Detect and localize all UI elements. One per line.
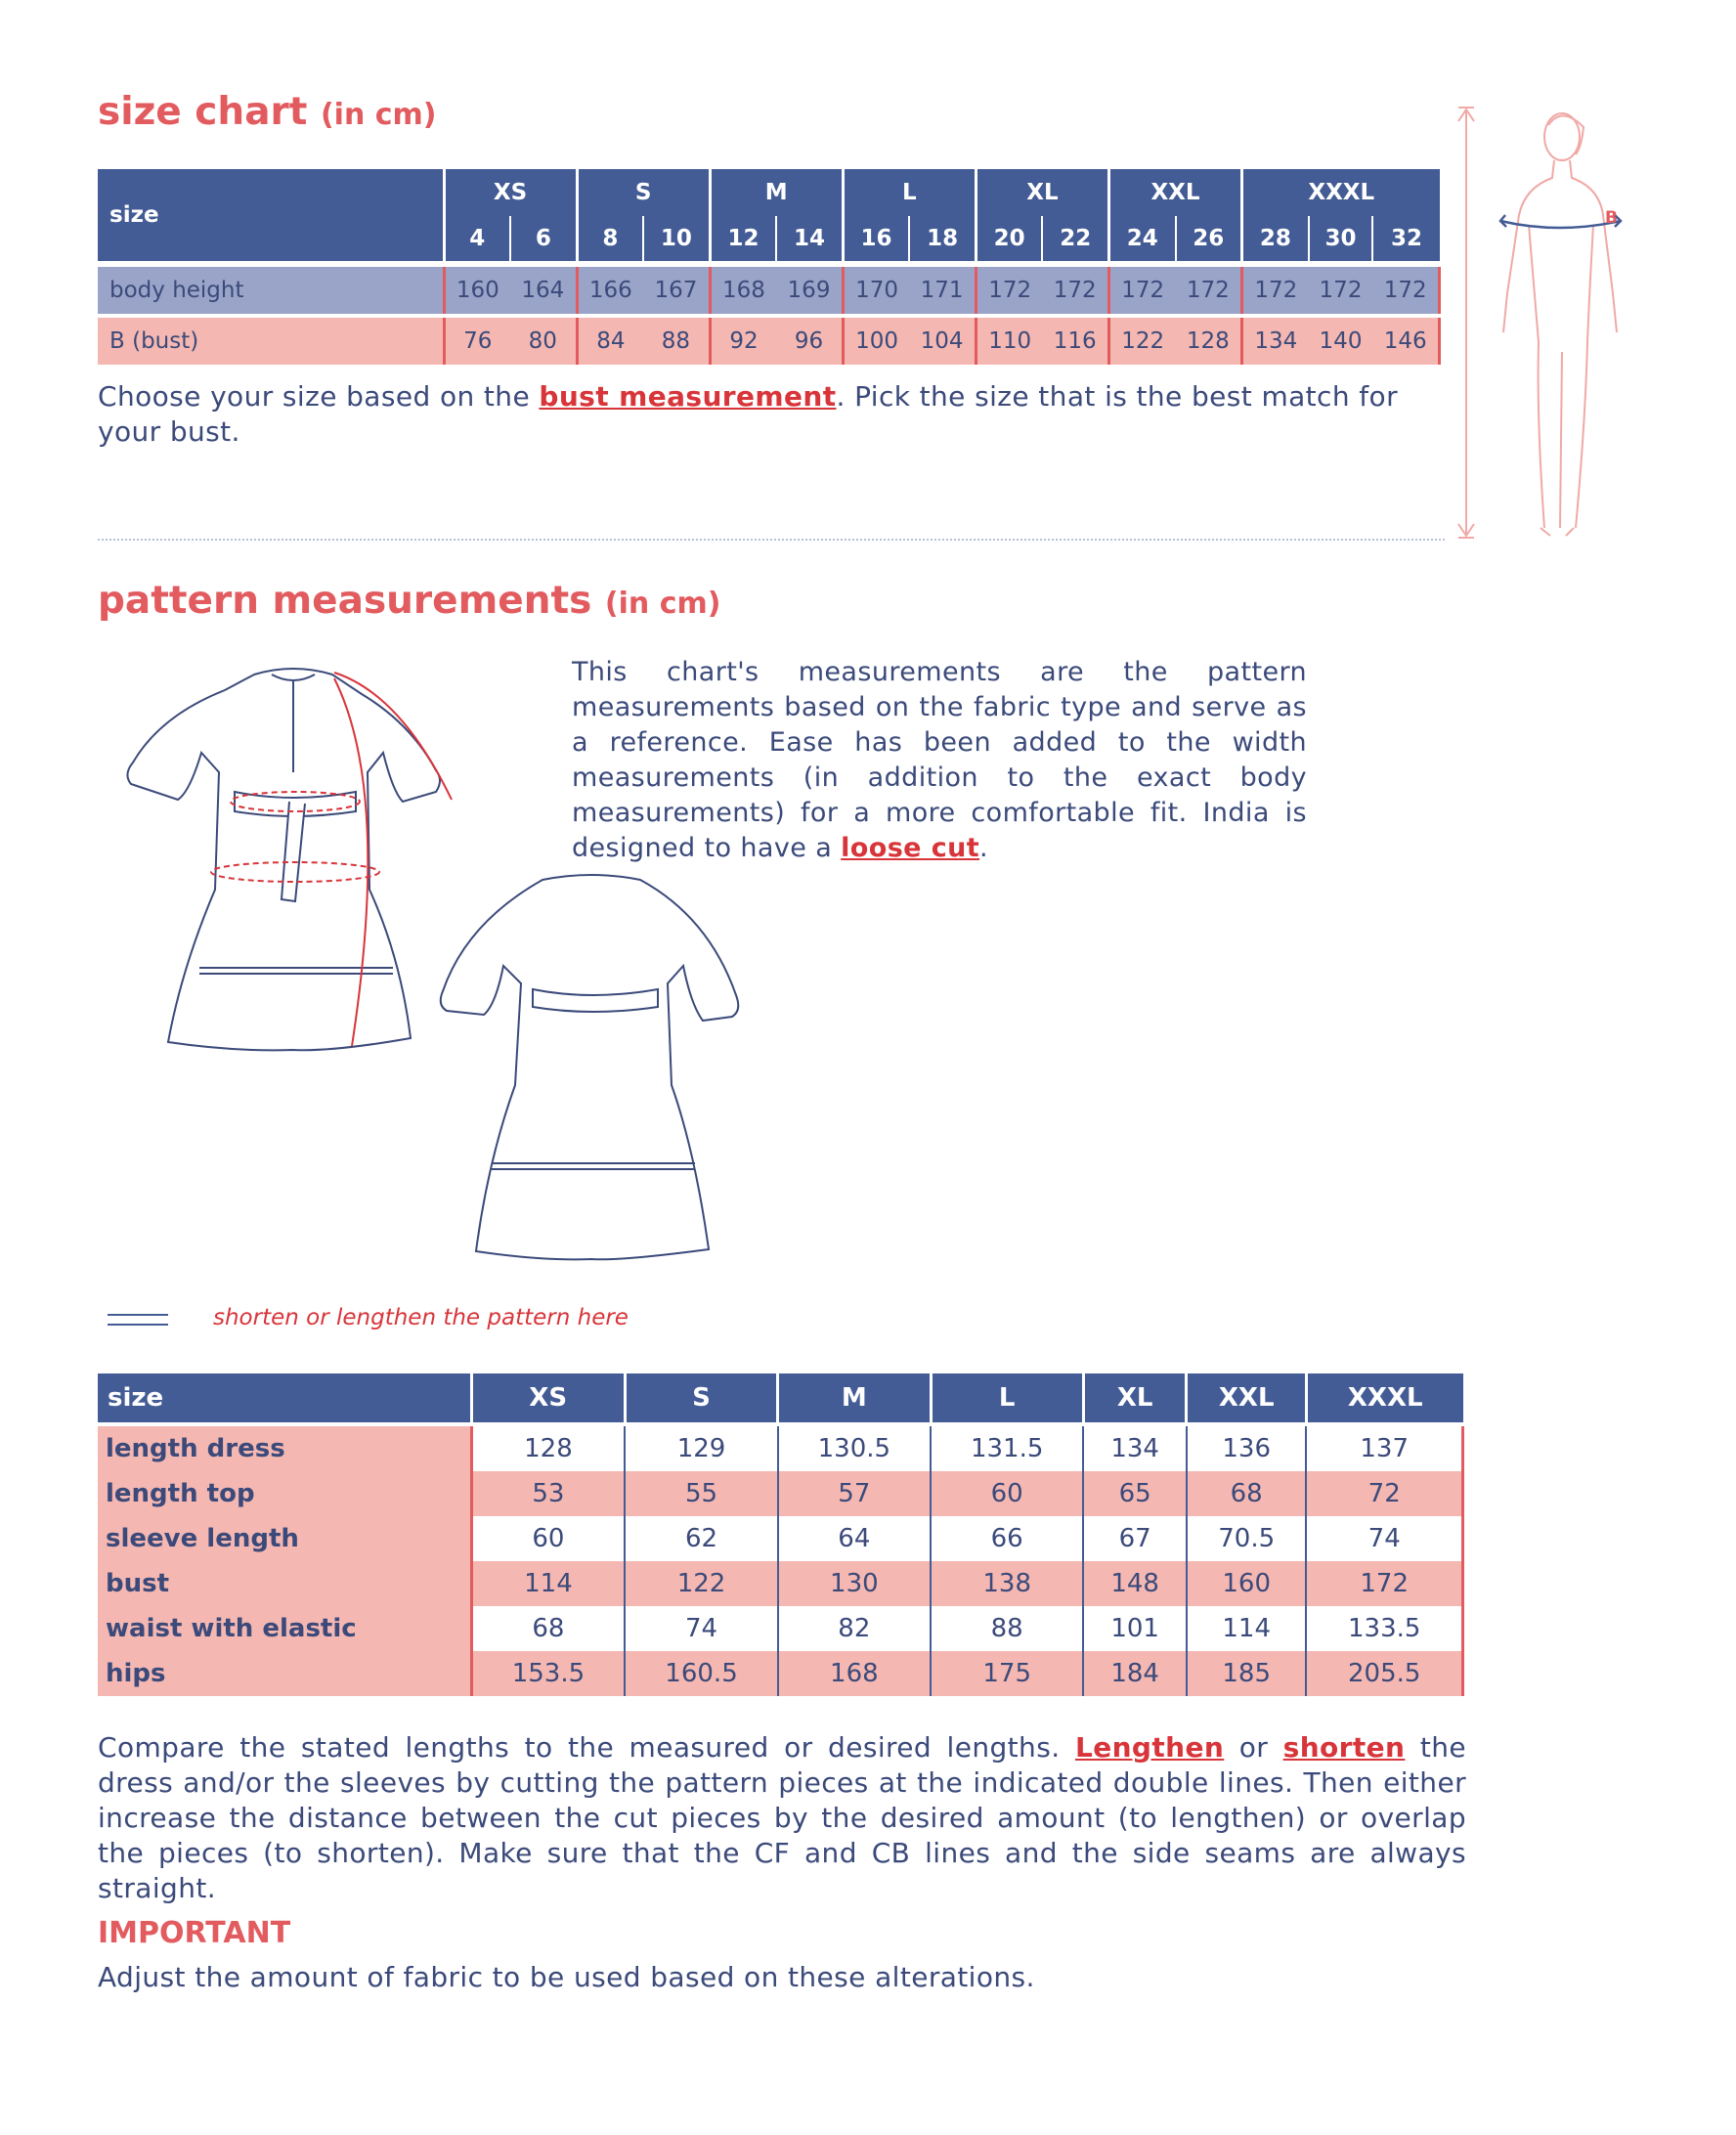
row-label: waist with elastic (98, 1606, 471, 1651)
table-cell: 122 (625, 1561, 777, 1606)
table-cell: 148 (1083, 1561, 1187, 1606)
bust-value: 134 (1242, 318, 1309, 365)
size-column-header: XXXL (1306, 1373, 1462, 1422)
bust-value: 146 (1372, 318, 1439, 365)
bust-value: 96 (776, 318, 843, 365)
double-line-legend-icon (108, 1314, 168, 1326)
table-row (98, 1561, 1463, 1606)
body-height-value: 170 (843, 267, 909, 314)
table-cell: 133.5 (1306, 1606, 1462, 1651)
size-chart-table (98, 169, 1441, 365)
pattern-title: pattern measurements (in cm) (98, 579, 721, 623)
table-cell: 68 (471, 1606, 625, 1651)
body-height-value: 172 (1176, 267, 1242, 314)
bust-value: 100 (843, 318, 909, 365)
table-cell: 67 (1083, 1516, 1187, 1561)
body-height-value: 172 (1372, 267, 1439, 314)
table-cell: 136 (1187, 1426, 1306, 1471)
bust-value: 80 (510, 318, 577, 365)
body-height-value: 166 (577, 267, 643, 314)
table-cell: 205.5 (1306, 1651, 1462, 1696)
bust-value: 84 (577, 318, 643, 365)
size-number: 6 (510, 216, 577, 261)
size-group: XXL (1108, 169, 1241, 216)
bust-value: 104 (909, 318, 976, 365)
size-group: XL (976, 169, 1108, 216)
size-number: 8 (577, 216, 643, 261)
table-cell: 72 (1306, 1471, 1462, 1516)
table-cell: 53 (471, 1471, 625, 1516)
table-cell: 82 (778, 1606, 931, 1651)
figure-b-label: B (1605, 208, 1618, 228)
body-height-value: 160 (444, 267, 510, 314)
table-cell: 88 (931, 1606, 1083, 1651)
size-note: Choose your size based on the bust measurement. Pick the size that is the best match for your bust. (98, 380, 1399, 448)
table-cell: 65 (1083, 1471, 1187, 1516)
bust-value: 128 (1176, 318, 1242, 365)
section-divider (98, 539, 1445, 541)
row-label: hips (98, 1651, 471, 1696)
size-number: 10 (643, 216, 710, 261)
size-number: 12 (710, 216, 776, 261)
size-number: 20 (976, 216, 1042, 261)
size-number: 18 (909, 216, 976, 261)
row-label: bust (98, 1561, 471, 1606)
size-header: size (98, 1373, 471, 1422)
bust-value: 110 (976, 318, 1042, 365)
table-cell: 168 (778, 1651, 931, 1696)
important-text: Adjust the amount of fabric to be used based on these alterations. (98, 1961, 1035, 1993)
table-cell: 129 (625, 1426, 777, 1471)
body-height-label: body height (98, 267, 444, 314)
size-group: S (577, 169, 710, 216)
table-cell: 185 (1187, 1651, 1306, 1696)
body-height-value: 172 (1242, 267, 1309, 314)
size-column-header: M (778, 1373, 931, 1422)
body-height-value: 172 (1309, 267, 1373, 314)
size-number: 4 (444, 216, 510, 261)
size-column-header: L (931, 1373, 1083, 1422)
table-row (98, 1516, 1463, 1561)
size-column-header: XL (1083, 1373, 1187, 1422)
body-height-value: 172 (1108, 267, 1175, 314)
important-title: IMPORTANT (98, 1916, 291, 1950)
bust-measurement-link[interactable]: bust measurement (539, 380, 837, 413)
table-cell: 153.5 (471, 1651, 625, 1696)
table-row (98, 1651, 1463, 1696)
table-cell: 62 (625, 1516, 777, 1561)
bust-value: 88 (643, 318, 710, 365)
pattern-intro: This chart's measurements are the pattern measurements based on the fabric type and serve as a reference. Ease has been added to the width measurements (in addition to the exact body measurements) for a more comfortable fit. India is designed to have a loose cut. (572, 657, 1307, 863)
dress-back-illustration (425, 868, 758, 1279)
size-number: 32 (1372, 216, 1439, 261)
size-group-row (98, 169, 1440, 216)
table-cell: 55 (625, 1471, 777, 1516)
body-height-value: 169 (776, 267, 843, 314)
bust-value: 92 (710, 318, 776, 365)
table-cell: 68 (1187, 1471, 1306, 1516)
bust-value: 122 (1108, 318, 1175, 365)
size-column-header: XS (471, 1373, 625, 1422)
size-number: 26 (1176, 216, 1242, 261)
table-cell: 128 (471, 1426, 625, 1471)
pattern-header-row (98, 1373, 1463, 1422)
size-number: 14 (776, 216, 843, 261)
row-label: sleeve length (98, 1516, 471, 1561)
table-cell: 64 (778, 1516, 931, 1561)
size-number: 16 (843, 216, 909, 261)
table-row (98, 1471, 1463, 1516)
size-group: L (843, 169, 976, 216)
bust-row (98, 318, 1440, 365)
size-column-header: S (625, 1373, 777, 1422)
table-cell: 184 (1083, 1651, 1187, 1696)
lengthen-link[interactable]: Lengthen (1074, 1731, 1225, 1764)
shorten-link[interactable]: shorten (1282, 1731, 1406, 1764)
table-cell: 131.5 (931, 1426, 1083, 1471)
size-label: size (98, 169, 444, 261)
table-cell: 130.5 (778, 1426, 931, 1471)
row-label: length dress (98, 1426, 471, 1471)
table-cell: 172 (1306, 1561, 1462, 1606)
size-number: 30 (1309, 216, 1373, 261)
table-cell: 137 (1306, 1426, 1462, 1471)
legend-text: shorten or lengthen the pattern here (213, 1305, 629, 1330)
table-cell: 175 (931, 1651, 1083, 1696)
body-height-value: 172 (1042, 267, 1108, 314)
table-cell: 130 (778, 1561, 931, 1606)
size-group: XXXL (1242, 169, 1440, 216)
size-group: M (710, 169, 843, 216)
bust-value: 116 (1042, 318, 1108, 365)
size-number: 24 (1108, 216, 1175, 261)
body-height-value: 164 (510, 267, 577, 314)
table-cell: 134 (1083, 1426, 1187, 1471)
body-height-value: 172 (976, 267, 1042, 314)
size-column-header: XXL (1187, 1373, 1306, 1422)
size-chart-title: size chart (in cm) (98, 90, 437, 134)
size-number: 28 (1242, 216, 1309, 261)
table-cell: 101 (1083, 1606, 1187, 1651)
body-height-value: 168 (710, 267, 776, 314)
bust-label: B (bust) (98, 318, 444, 365)
body-figure-illustration (1447, 98, 1642, 547)
table-cell: 57 (778, 1471, 931, 1516)
table-cell: 138 (931, 1561, 1083, 1606)
body-height-row (98, 267, 1440, 314)
table-cell: 74 (625, 1606, 777, 1651)
size-number: 22 (1042, 216, 1108, 261)
table-row (98, 1426, 1463, 1471)
table-cell: 160.5 (625, 1651, 777, 1696)
bust-value: 140 (1309, 318, 1373, 365)
pattern-measurements-table (98, 1373, 1464, 1696)
body-height-value: 171 (909, 267, 976, 314)
table-cell: 114 (471, 1561, 625, 1606)
row-label: length top (98, 1471, 471, 1516)
loose-cut-link[interactable]: loose cut (841, 833, 980, 863)
table-cell: 74 (1306, 1516, 1462, 1561)
table-cell: 60 (931, 1471, 1083, 1516)
table-cell: 66 (931, 1516, 1083, 1561)
dress-front-illustration (117, 655, 469, 1085)
body-height-value: 167 (643, 267, 710, 314)
size-group: XS (444, 169, 577, 216)
table-cell: 70.5 (1187, 1516, 1306, 1561)
bust-value: 76 (444, 318, 510, 365)
table-cell: 114 (1187, 1606, 1306, 1651)
table-row (98, 1606, 1463, 1651)
table-cell: 60 (471, 1516, 625, 1561)
table-cell: 160 (1187, 1561, 1306, 1606)
alteration-instructions: Compare the stated lengths to the measured or desired lengths. Lengthen or shorten the dress and/or the sleeves by cutting the pattern pieces at the indicated double lines. Then either increase the distance between the cut pieces by the desired amount (to lengthen) or overlap the pieces (to shorten). Make sure that the CF and CB lines and the side seams are always straight. (98, 1731, 1467, 1904)
